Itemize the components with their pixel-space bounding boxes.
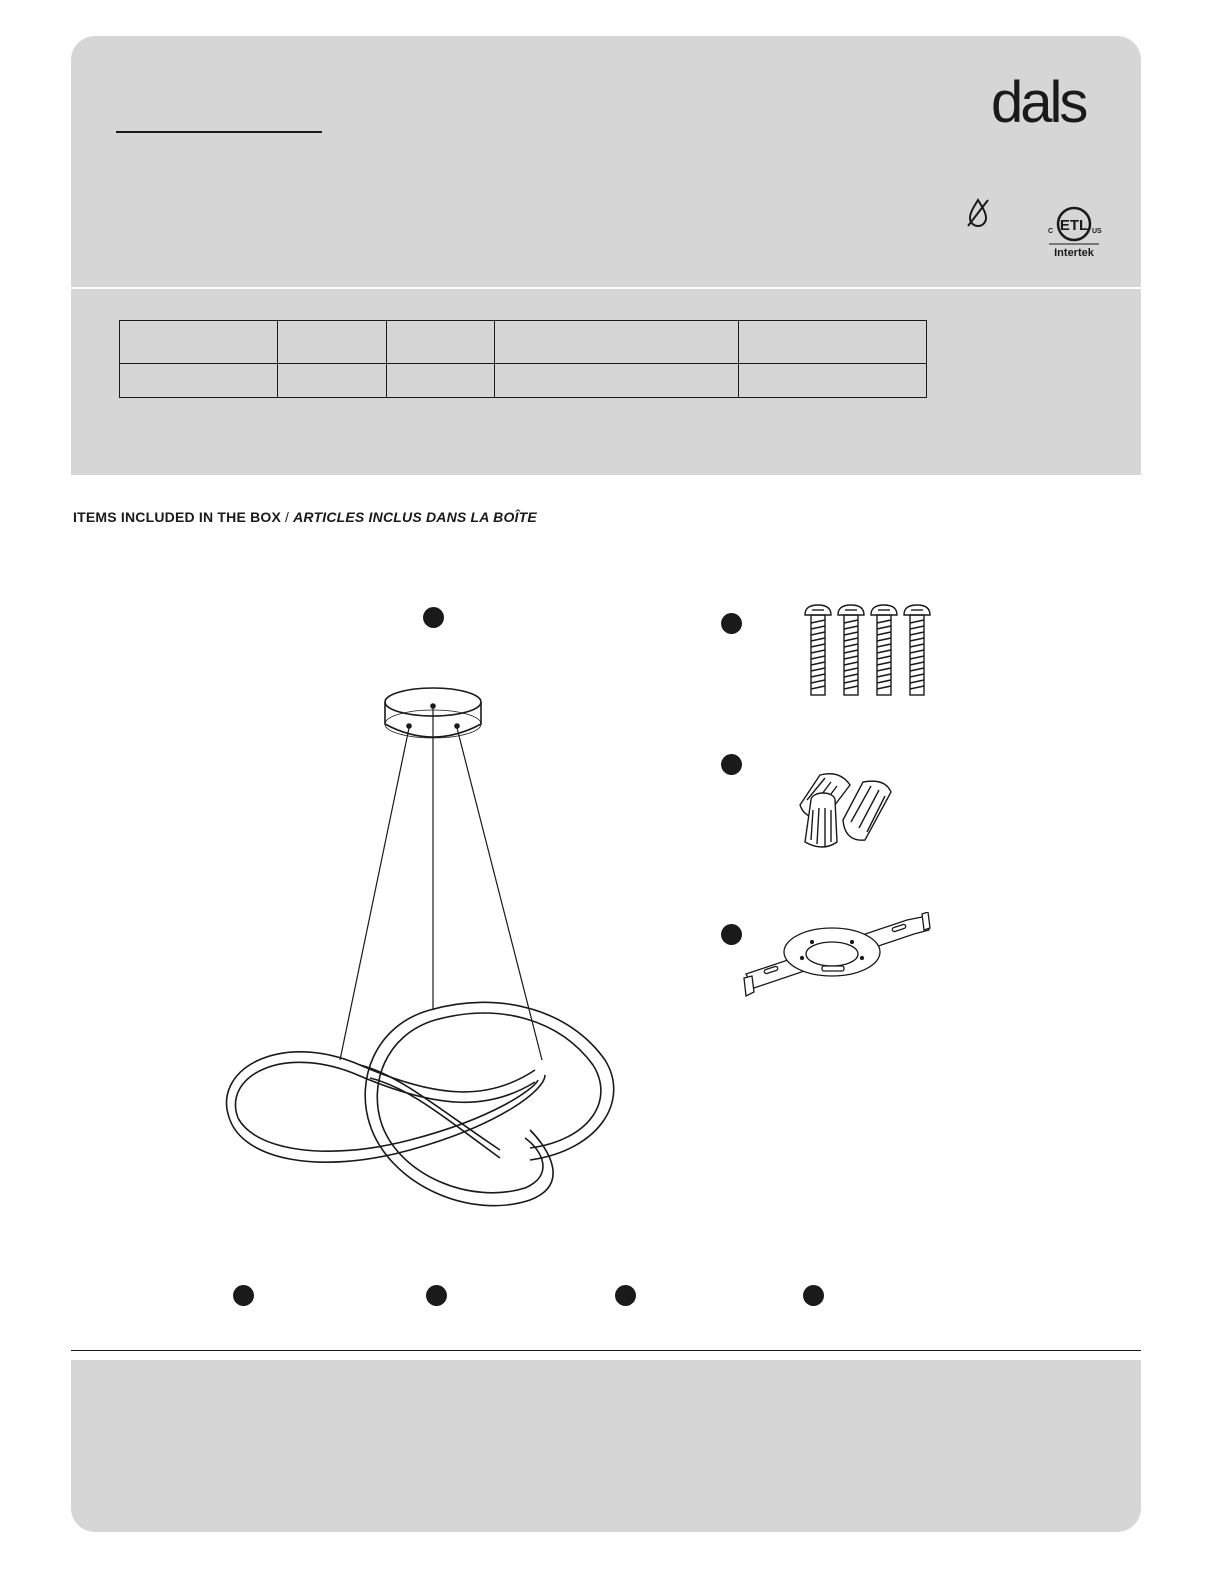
dry-location-icon (961, 196, 995, 230)
spec-cell (739, 364, 927, 398)
spec-table (119, 320, 927, 398)
item-marker-pendant (423, 607, 444, 628)
spec-cell (495, 364, 739, 398)
items-title-fr: ARTICLES INCLUS DANS LA BOÎTE (293, 509, 537, 525)
title-underline (116, 131, 322, 133)
footer-panel (71, 1360, 1141, 1532)
etl-country-right: US (1092, 228, 1102, 235)
spec-cell (278, 364, 387, 398)
items-section-title (73, 509, 537, 525)
legend-marker-3 (615, 1285, 636, 1306)
items-title-en: ITEMS INCLUDED IN THE BOX (73, 509, 282, 525)
etl-country-left: C (1048, 228, 1054, 235)
screws-icon (795, 603, 940, 699)
spec-header-cell (120, 321, 278, 364)
spec-header-cell (278, 321, 387, 364)
brand-logo: dals (991, 70, 1086, 135)
title-separator: / (285, 509, 290, 525)
legend-marker-1 (233, 1285, 254, 1306)
spec-header-cell (387, 321, 495, 364)
wire-nuts-icon (795, 770, 895, 852)
legend-marker-2 (426, 1285, 447, 1306)
spec-table-header-row (120, 321, 927, 364)
pendant-fixture-icon (200, 680, 620, 1215)
spec-cell (120, 364, 278, 398)
footer-rule (71, 1350, 1141, 1351)
spec-header-cell (495, 321, 739, 364)
item-marker-bracket (721, 924, 742, 945)
spec-header-cell (739, 321, 927, 364)
legend-marker-4 (803, 1285, 824, 1306)
header-panel (71, 36, 1141, 475)
mounting-bracket-icon (742, 912, 932, 1002)
etl-mark-text: ETL (1059, 217, 1089, 234)
spec-table-row (120, 364, 927, 398)
item-marker-screws (721, 613, 742, 634)
spec-cell (387, 364, 495, 398)
item-marker-wire-nuts (721, 754, 742, 775)
intertek-label: Intertek (1054, 247, 1094, 259)
header-divider (71, 287, 1141, 289)
etl-listed-icon (1043, 202, 1105, 264)
